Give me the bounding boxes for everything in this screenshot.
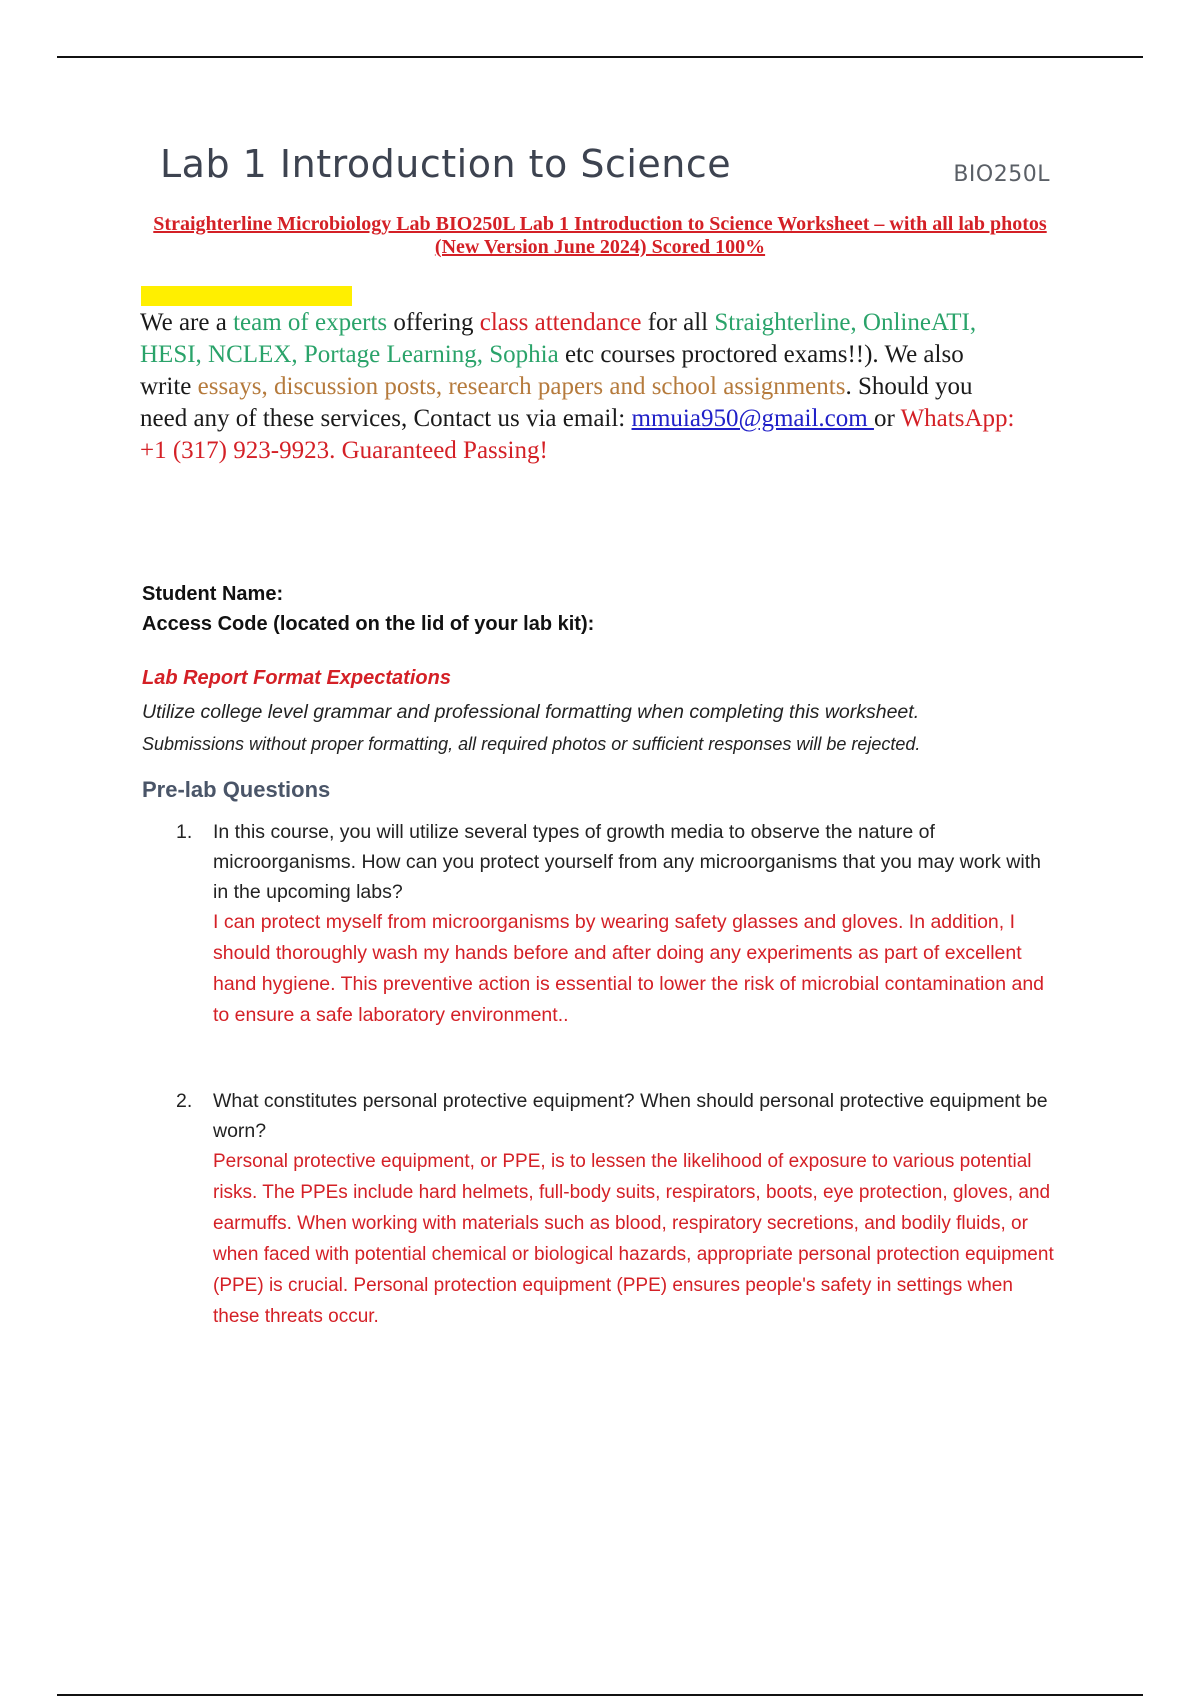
- student-name-label: Student Name:: [142, 583, 284, 605]
- promo-text: team of experts: [233, 309, 388, 336]
- promo-title[interactable]: Straighterline Microbiology Lab BIO250L Lab 1 Introduction to Science Worksheet – with all lab photos (New Version June 2024) Scored 100%: [153, 213, 1047, 258]
- answer-text: Personal protective equipment, or PPE, is to lessen the likelihood of exposure to various potential risks. The PPEs include hard helmets, full-body suits, respirators, boots, eye protection, gloves, and earmuffs. When working with materials such as blood, respiratory secretions, and bodily fluids, or when faced with potential chemical or biological hazards, appropriate personal protection equipment (PPE) is crucial. Personal protection equipment (PPE) ensures people's safety in settings when these threats occur.: [213, 1151, 1054, 1327]
- prelab-heading: Pre-lab Questions: [142, 777, 331, 802]
- expectations-line: Utilize college level grammar and professional formatting when completing this worksheet.: [142, 701, 920, 723]
- highlight-mark: [141, 286, 352, 306]
- document-header: [160, 142, 1050, 202]
- bottom-rule: [57, 1694, 1143, 1696]
- promo-text: offering: [387, 309, 480, 336]
- promo-text: We are a: [140, 309, 234, 336]
- promo-text: etc courses proctored exams!!). We also write: [140, 341, 964, 400]
- promo-text: . Should you need any of these services, Contact us via email:: [140, 373, 973, 432]
- answer-text: I can protect myself from microorganisms by wearing safety glasses and gloves. In addition, I should thoroughly wash my hands before and after doing any experiments as part of excellent hand hygiene. This preventive action is essential to lower the risk of microbial contamination and to ensure a safe laboratory environment..: [213, 911, 1045, 1026]
- promo-text: or: [873, 405, 901, 432]
- top-rule: [57, 56, 1143, 58]
- question-item: [176, 817, 1056, 1031]
- question-number: 1.: [176, 821, 193, 843]
- question-item: [176, 1086, 1056, 1332]
- course-code: BIO250L: [953, 162, 1050, 187]
- promo-text: class attendance: [479, 309, 642, 336]
- whatsapp-text: WhatsApp: +1 (317) 923-9923. Guaranteed Passing!: [140, 405, 1015, 464]
- expectations-line: Submissions without proper formatting, all required photos or sufficient responses will be rejected.: [142, 734, 921, 754]
- question-text: In this course, you will utilize several types of growth media to observe the nature of microorganisms. How can you protect yourself from any microorganisms that you may work with in the upcoming labs?: [213, 821, 1041, 903]
- page-title: Lab 1 Introduction to Science: [160, 142, 732, 186]
- promo-text: Straighterline, OnlineATI, HESI, NCLEX, Portage Learning, Sophia: [140, 309, 977, 368]
- email-link[interactable]: mmuia950@gmail.com: [631, 405, 874, 432]
- promo-text: for all: [641, 309, 715, 336]
- promo-paragraph: [140, 307, 1020, 467]
- promo-text: essays, discussion posts, research papers and school assignments: [197, 373, 846, 400]
- question-number: 2.: [176, 1090, 193, 1112]
- access-code-label: Access Code (located on the lid of your lab kit):: [142, 613, 595, 635]
- question-text: What constitutes personal protective equipment? When should personal protective equipment be worn?: [213, 1090, 1048, 1142]
- expectations-heading: Lab Report Format Expectations: [142, 667, 451, 689]
